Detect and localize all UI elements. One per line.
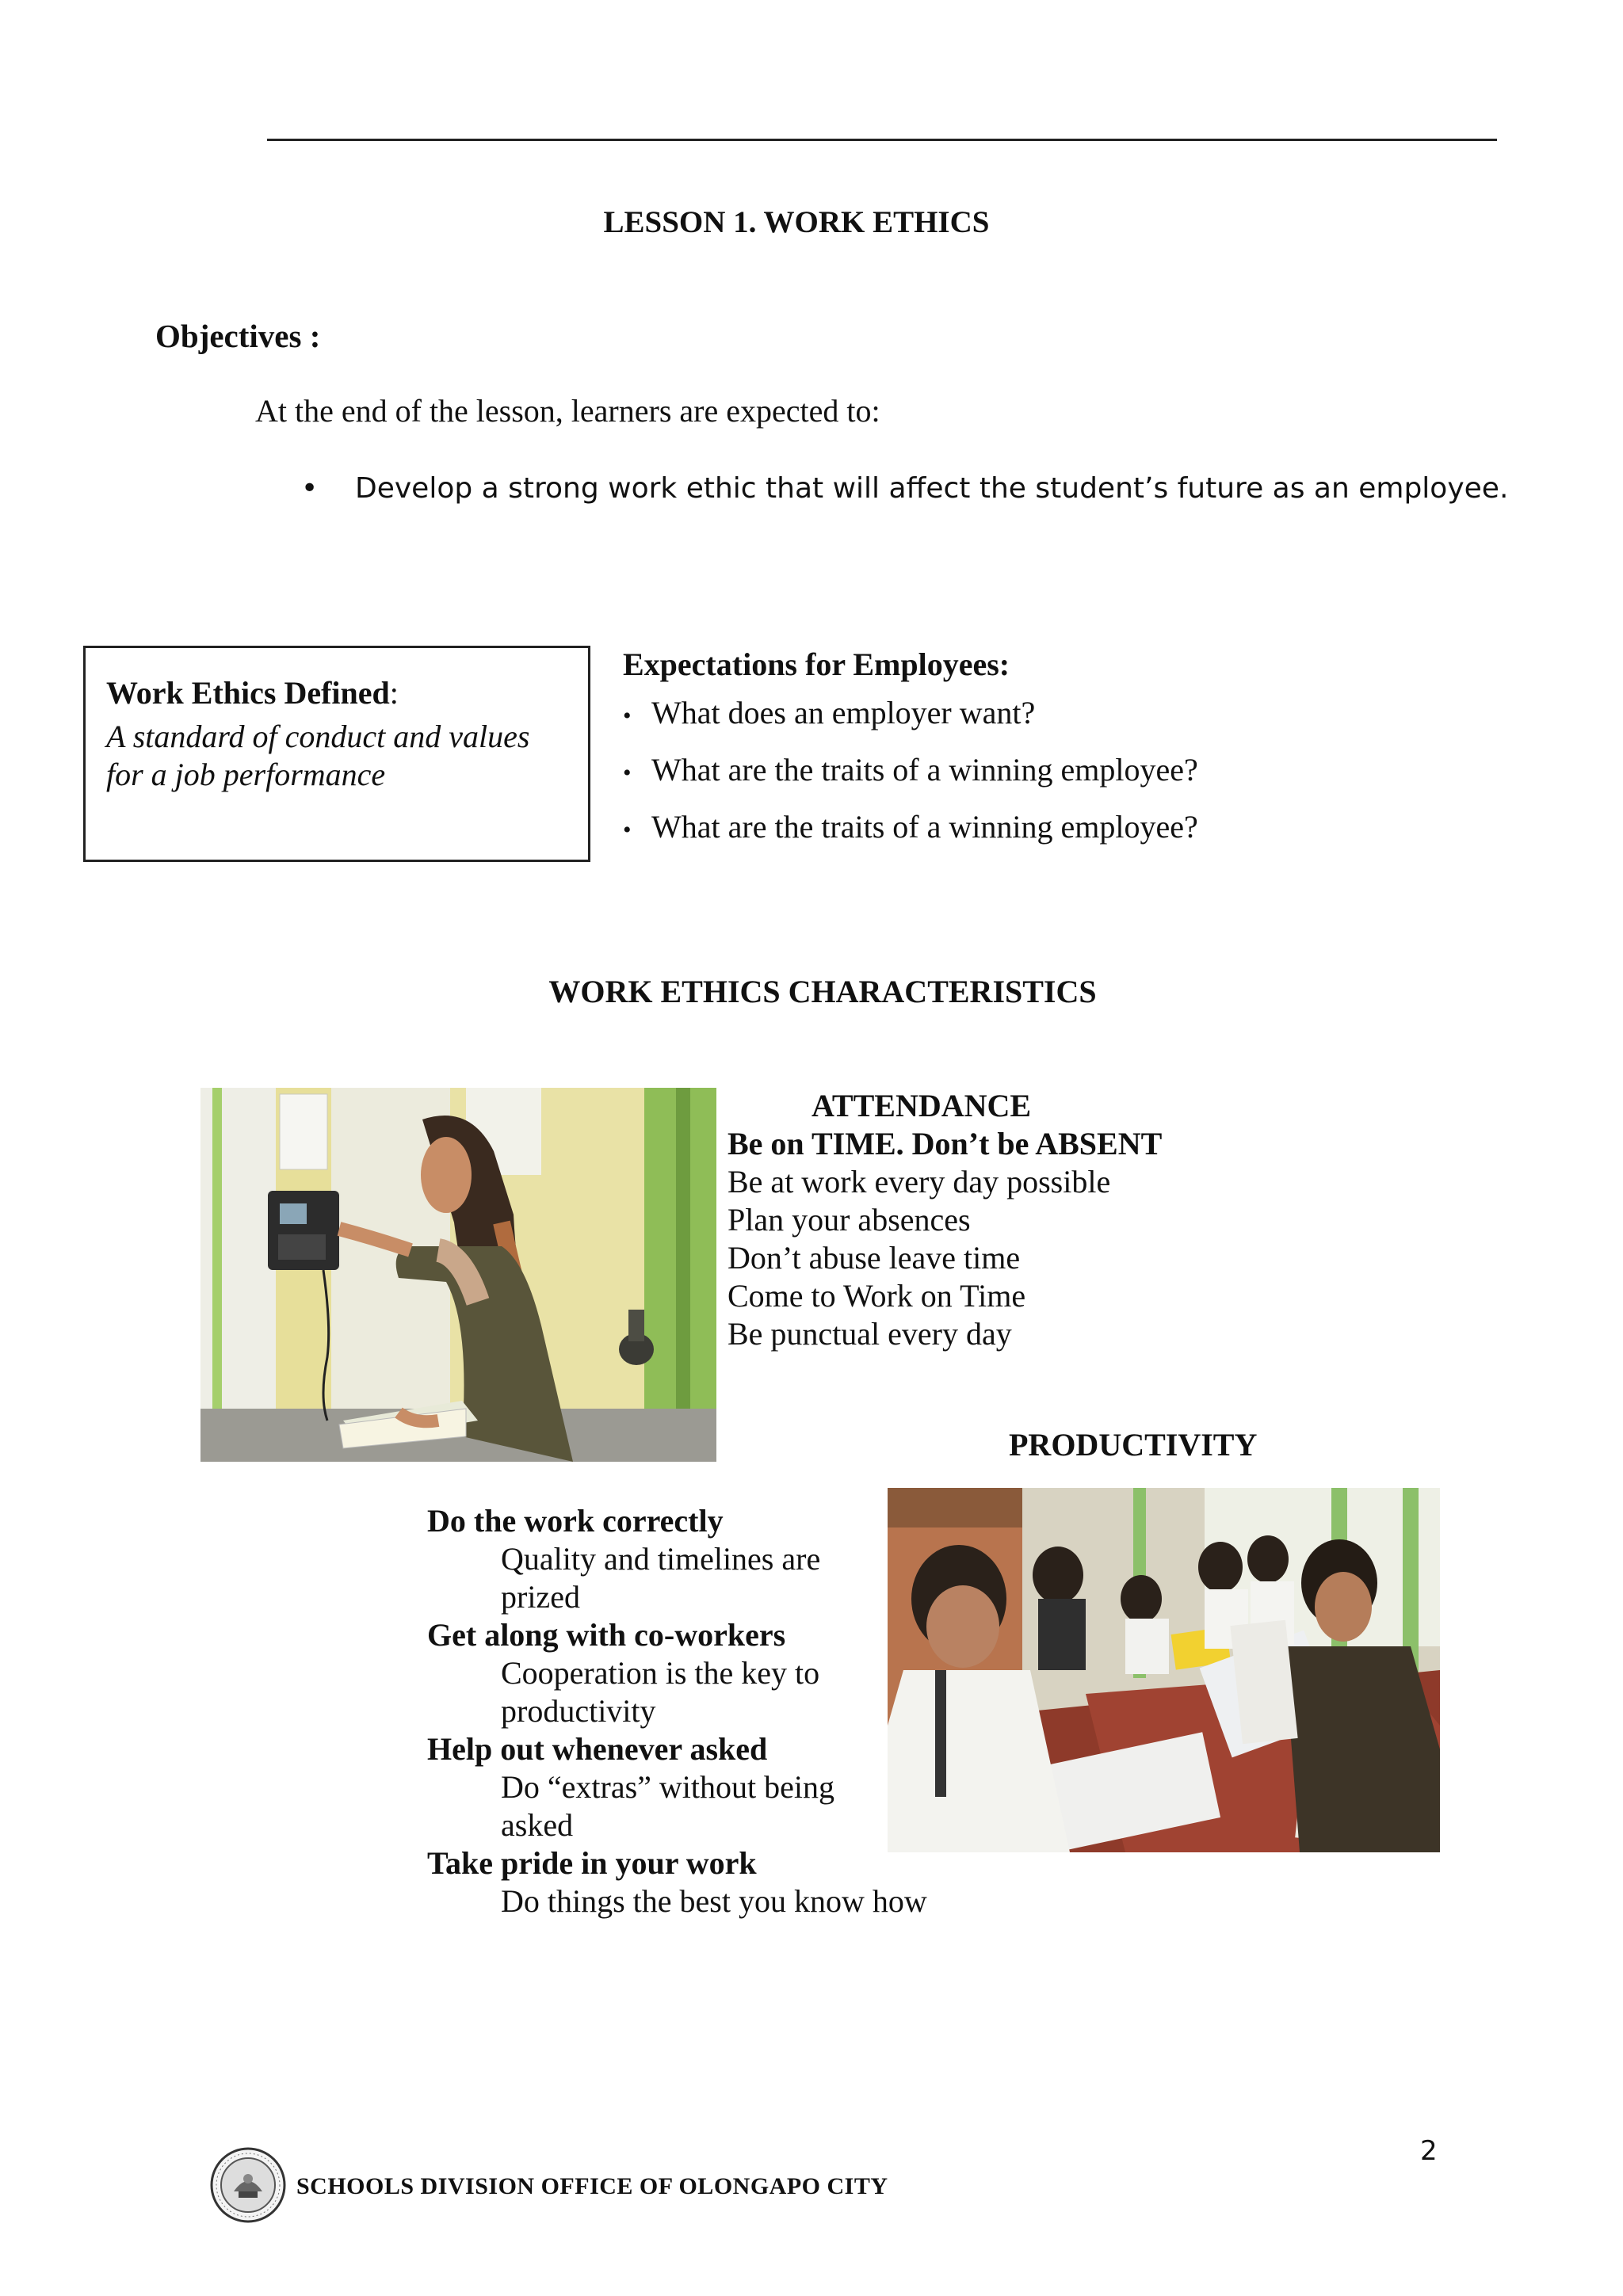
attendance-subheading: Be on TIME. Don’t be ABSENT	[727, 1126, 1163, 1161]
expectations-item-text: What are the traits of a winning employee?	[651, 752, 1198, 788]
productivity-item-desc: Cooperation is the key to productivity	[501, 1655, 820, 1729]
attendance-item: Be at work every day possible	[727, 1164, 1111, 1199]
definition-title-line	[106, 674, 569, 711]
bullet-icon: •	[301, 472, 319, 505]
bullet-icon: •	[623, 703, 632, 729]
header-rule	[267, 139, 1497, 141]
bullet-icon: •	[623, 817, 632, 843]
lesson-title: LESSON 1. WORK ETHICS	[603, 205, 990, 239]
attendance-item: Come to Work on Time	[727, 1278, 1026, 1314]
attendance-item: Don’t abuse leave time	[727, 1240, 1021, 1276]
division-seal-icon	[210, 2147, 286, 2223]
objective-item	[301, 472, 1508, 505]
objective-text: Develop a strong work ethic that will affect the student’s future as an employee.	[355, 472, 1509, 505]
page-number: 2	[1420, 2135, 1438, 2167]
productivity-item-title: Do the work correctly	[427, 1503, 724, 1539]
objectives-label: Objectives :	[155, 318, 321, 354]
section-title: WORK ETHICS CHARACTERISTICS	[548, 974, 1097, 1009]
productivity-heading: PRODUCTIVITY	[1009, 1427, 1258, 1463]
expectations-item-text: What does an employer want?	[651, 695, 1036, 730]
definition-box	[83, 646, 590, 862]
expectations-item	[623, 696, 1198, 734]
expectations-item	[623, 810, 1198, 848]
expectations-item-text: What are the traits of a winning employee?	[651, 809, 1198, 845]
productivity-item-desc: Do things the best you know how	[501, 1883, 927, 1919]
expectations-block	[623, 646, 1198, 867]
productivity-photo	[888, 1488, 1440, 1852]
productivity-item-desc: Quality and timelines are prized	[501, 1541, 821, 1615]
attendance-item: Be punctual every day	[727, 1316, 1012, 1352]
attendance-photo	[200, 1088, 716, 1462]
productivity-item-desc: Do “extras” without being asked	[501, 1769, 834, 1843]
footer-text: SCHOOLS DIVISION OFFICE OF OLONGAPO CITY	[296, 2173, 888, 2199]
definition-title: Work Ethics Defined	[106, 675, 390, 711]
expectations-list	[623, 696, 1198, 848]
definition-text: A standard of conduct and values for a job performance	[106, 719, 530, 792]
productivity-item-title: Help out whenever asked	[427, 1731, 768, 1767]
productivity-item-title: Take pride in your work	[427, 1845, 757, 1881]
expectations-heading: Expectations for Employees:	[623, 646, 1010, 682]
attendance-block	[727, 1087, 1162, 1353]
attendance-item: Plan your absences	[727, 1202, 971, 1238]
definition-colon: :	[389, 675, 399, 711]
attendance-heading: ATTENDANCE	[812, 1088, 1032, 1123]
bullet-icon: •	[623, 760, 632, 786]
objectives-intro: At the end of the lesson, learners are expected to:	[255, 393, 880, 429]
productivity-item-title: Get along with co-workers	[427, 1617, 786, 1653]
expectations-item	[623, 753, 1198, 791]
